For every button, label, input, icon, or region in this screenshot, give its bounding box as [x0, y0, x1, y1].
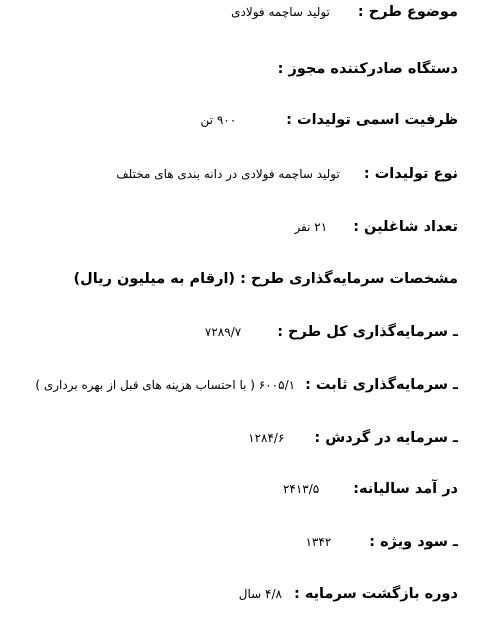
row-product-type [20, 166, 458, 182]
row-net-profit [20, 534, 458, 550]
product-type-label: نوع تولیدات : [363, 166, 458, 182]
issuing-authority-label: دستگاه صادرکننده مجوز : [277, 61, 458, 77]
working-capital-label: ـ سرمایه در گردش : [314, 430, 458, 446]
annual-revenue-label: در آمد سالیانه: [353, 481, 458, 497]
project-subject-label: موضوع طرح : [357, 4, 458, 20]
nominal-capacity-value: ۹۰۰ تن [200, 113, 237, 127]
row-payback-period [20, 586, 458, 602]
payback-period-value: ۴/۸ سال [238, 587, 282, 601]
product-type-value: تولید ساچمه فولادی در دانه بندی های مختلف [116, 167, 340, 181]
net-profit-value: ۱۳۴۲ [305, 535, 332, 549]
row-total-investment [20, 324, 458, 340]
working-capital-value: ۱۲۸۴/۶ [248, 431, 285, 445]
row-employees [20, 219, 458, 235]
total-investment-label: ـ سرمایه‌گذاری کل طرح : [277, 324, 458, 340]
row-investment-specs [20, 271, 458, 287]
row-nominal-capacity [20, 112, 458, 128]
annual-revenue-value: ۲۴۱۳/۵ [282, 482, 320, 496]
project-subject-value: تولید ساچمه فولادی [231, 5, 330, 19]
nominal-capacity-label: ظرفیت اسمی تولیدات : [286, 112, 458, 128]
employees-value: ۲۱ نفر [294, 220, 328, 234]
employees-label: تعداد شاغلین : [353, 219, 458, 235]
payback-period-label: دوره بازگشت سرمایه : [293, 586, 458, 602]
row-working-capital [20, 430, 458, 446]
net-profit-label: ـ سود ویژه : [369, 534, 458, 550]
total-investment-value: ۷۲۸۹/۷ [204, 325, 242, 339]
row-fixed-investment [20, 377, 458, 393]
row-project-subject [20, 4, 458, 20]
row-annual-revenue [20, 481, 458, 497]
fixed-investment-value: ۶۰۰۵/۱ ( با احتساب هزینه های قبل از بهره برداری ) [35, 378, 296, 392]
fixed-investment-label: ـ سرمایه‌گذاری ثابت : [305, 377, 458, 393]
investment-specs-heading: مشخصات سرمایه‌گذاری طرح : (ارقام به میلیون ریال) [73, 271, 458, 287]
row-issuing-authority [20, 61, 458, 77]
